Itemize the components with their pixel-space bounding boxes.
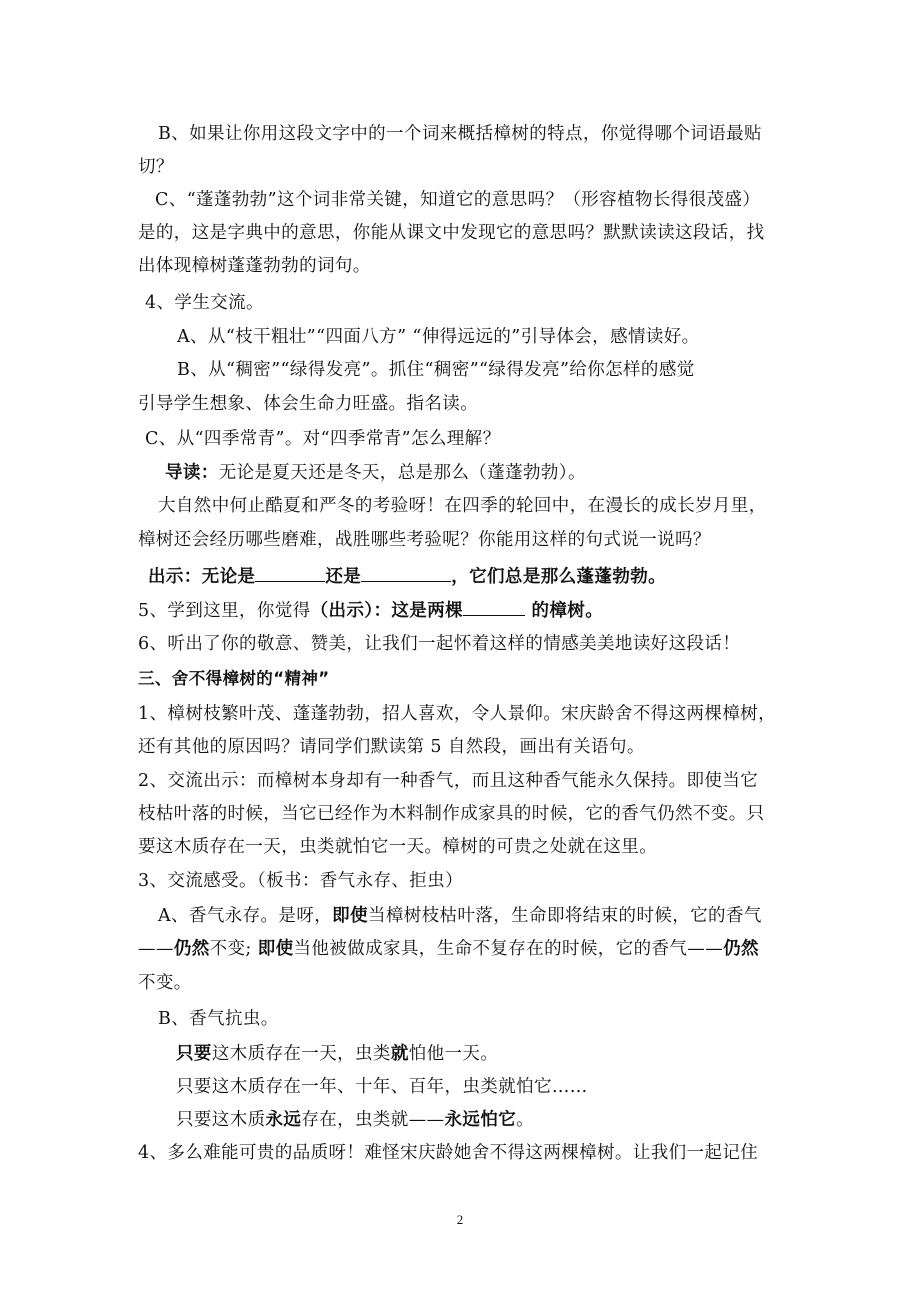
line-3-3a bbox=[158, 904, 804, 928]
line-step-5 bbox=[138, 597, 784, 623]
step-5-part2: （出示）：这是两棵 bbox=[310, 601, 463, 621]
line-show-sentence bbox=[148, 563, 794, 589]
unchanged-1: 不变; bbox=[209, 939, 258, 959]
fill-blank-1[interactable] bbox=[255, 563, 325, 582]
fragrance-part1: A、香气永存。是呀， bbox=[158, 906, 333, 926]
line-3-3: 3、交流感受。（板书：香气永存、拒虫） bbox=[138, 871, 463, 891]
line-b-question-cont: 切？ bbox=[138, 157, 174, 177]
fill-blank-2[interactable] bbox=[361, 563, 451, 582]
as-long-as-1-end: 怕他一天。 bbox=[408, 1044, 499, 1064]
page-number: 2 bbox=[456, 1212, 464, 1227]
fragrance-part2: 当樟树枝枯叶落，生命即将结束的时候，它的香气 bbox=[367, 906, 762, 926]
guide-read-label: 导读： bbox=[165, 463, 219, 483]
fragrance-part3: 当他被做成家具，生命不复存在的时候，它的香气—— bbox=[293, 939, 724, 959]
line-3-2: 2、交流出示：而樟树本身却有一种香气，而且这种香气能永久保持。即使当它 bbox=[138, 771, 759, 791]
guide-read-text: 无论是夏天还是冬天，总是那么（蓬蓬勃勃）。 bbox=[218, 463, 586, 483]
line-guide-read bbox=[165, 461, 811, 485]
show-sentence-part3: ，它们总是那么蓬蓬勃勃。 bbox=[451, 567, 667, 587]
line-3-1: 1、樟树枝繁叶茂、蓬蓬勃勃，招人喜欢，令人景仰。宋庆龄舍不得这两棵樟树， bbox=[138, 704, 777, 724]
line-c-question-cont2: 出体现樟树蓬蓬勃勃的词句。 bbox=[138, 256, 371, 276]
section-three-quote: “精神” bbox=[273, 669, 330, 688]
fragrance-even-if-2: 即使 bbox=[257, 939, 294, 959]
as-long-as-3-part2: 存在，虫类就—— bbox=[301, 1110, 445, 1130]
line-4c: C、从“四季常青”。对“四季常青”怎么理解？ bbox=[145, 429, 501, 449]
line-3-3b: B、香气抗虫。 bbox=[158, 1009, 279, 1029]
still-2: 仍然 bbox=[723, 939, 759, 959]
line-as-long-as-2: 只要这木质存在一年、十年、百年，虫类就怕它…… bbox=[176, 1077, 588, 1097]
as-long-as-3-end: 。 bbox=[516, 1110, 535, 1130]
line-c-question-cont1: 是的，这是字典中的意思，你能从课文中发现它的意思吗？默默读读这段话，找 bbox=[138, 223, 765, 243]
fragrance-even-if-1: 即使 bbox=[332, 906, 368, 926]
line-4b: B、从“稠密”“绿得发亮”。抓住“稠密”“绿得发亮”给你怎样的感觉 bbox=[177, 360, 695, 380]
line-4a: A、从“枝干粗壮”“四面八方” “伸得远远的”引导体会，感情读好。 bbox=[177, 327, 700, 347]
line-3-1-cont: 还有其他的原因吗？请同学们默读第 5 自然段，画出有关语句。 bbox=[138, 737, 645, 757]
line-4b-cont: 引导学生想象、体会生命力旺盛。指名读。 bbox=[138, 394, 479, 414]
still-1: 仍然 bbox=[173, 939, 210, 959]
line-3-3a-cont bbox=[138, 937, 784, 961]
line-nature-cont: 樟树还会经历哪些磨难，战胜哪些考验呢？你能用这样的句式说一说吗？ bbox=[138, 530, 711, 550]
line-as-long-as-3 bbox=[176, 1108, 822, 1132]
as-long-as-3-part1: 只要这木质 bbox=[176, 1110, 266, 1130]
forever-1: 永远 bbox=[265, 1110, 302, 1130]
line-3-2-cont1: 枝枯叶落的时候，当它已经作为木料制作成家具的时候，它的香气仍然不变。只 bbox=[138, 804, 765, 824]
step-5-part3: 的樟树。 bbox=[525, 601, 604, 621]
line-3-2-cont2: 要这木质存在一天，虫类就怕它一天。樟树的可贵之处就在这里。 bbox=[138, 837, 658, 857]
forever-fear: 永远怕它 bbox=[444, 1110, 517, 1130]
show-sentence-part2: 还是 bbox=[325, 567, 362, 587]
step-5-part1: 5、学到这里，你觉得 bbox=[138, 601, 311, 621]
section-three-title: 三、舍不得樟树的 bbox=[138, 669, 274, 688]
as-long-as-1: 只要 bbox=[176, 1044, 212, 1064]
line-nature: 大自然中何止酷夏和严冬的考验呀！在四季的轮回中，在漫长的成长岁月里， bbox=[158, 496, 767, 516]
dash-1: —— bbox=[138, 939, 174, 959]
line-b-question: B、如果让你用这段文字中的一个词来概括樟树的特点，你觉得哪个词语最贴 bbox=[158, 124, 762, 144]
line-step-4: 4、学生交流。 bbox=[145, 293, 264, 313]
line-step-6: 6、听出了你的敬意、赞美，让我们一起怀着这样的情感美美地读好这段话！ bbox=[138, 634, 741, 654]
line-c-question: C、“蓬蓬勃勃”这个词非常关键，知道它的意思吗？（形容植物长得很茂盛） bbox=[155, 190, 761, 210]
as-long-as-1-text: 这木质存在一天，虫类 bbox=[211, 1044, 391, 1064]
fill-blank-3[interactable] bbox=[463, 597, 525, 616]
line-3-4: 4、多么难能可贵的品质呀！难怪宋庆龄她舍不得这两棵樟树。让我们一起记住 bbox=[138, 1143, 759, 1163]
section-three-heading bbox=[138, 667, 784, 691]
show-sentence-part1: 出示：无论是 bbox=[148, 567, 256, 587]
then-1: 就 bbox=[390, 1044, 409, 1064]
line-as-long-as-1 bbox=[176, 1042, 822, 1066]
line-3-3a-end: 不变。 bbox=[138, 973, 192, 993]
